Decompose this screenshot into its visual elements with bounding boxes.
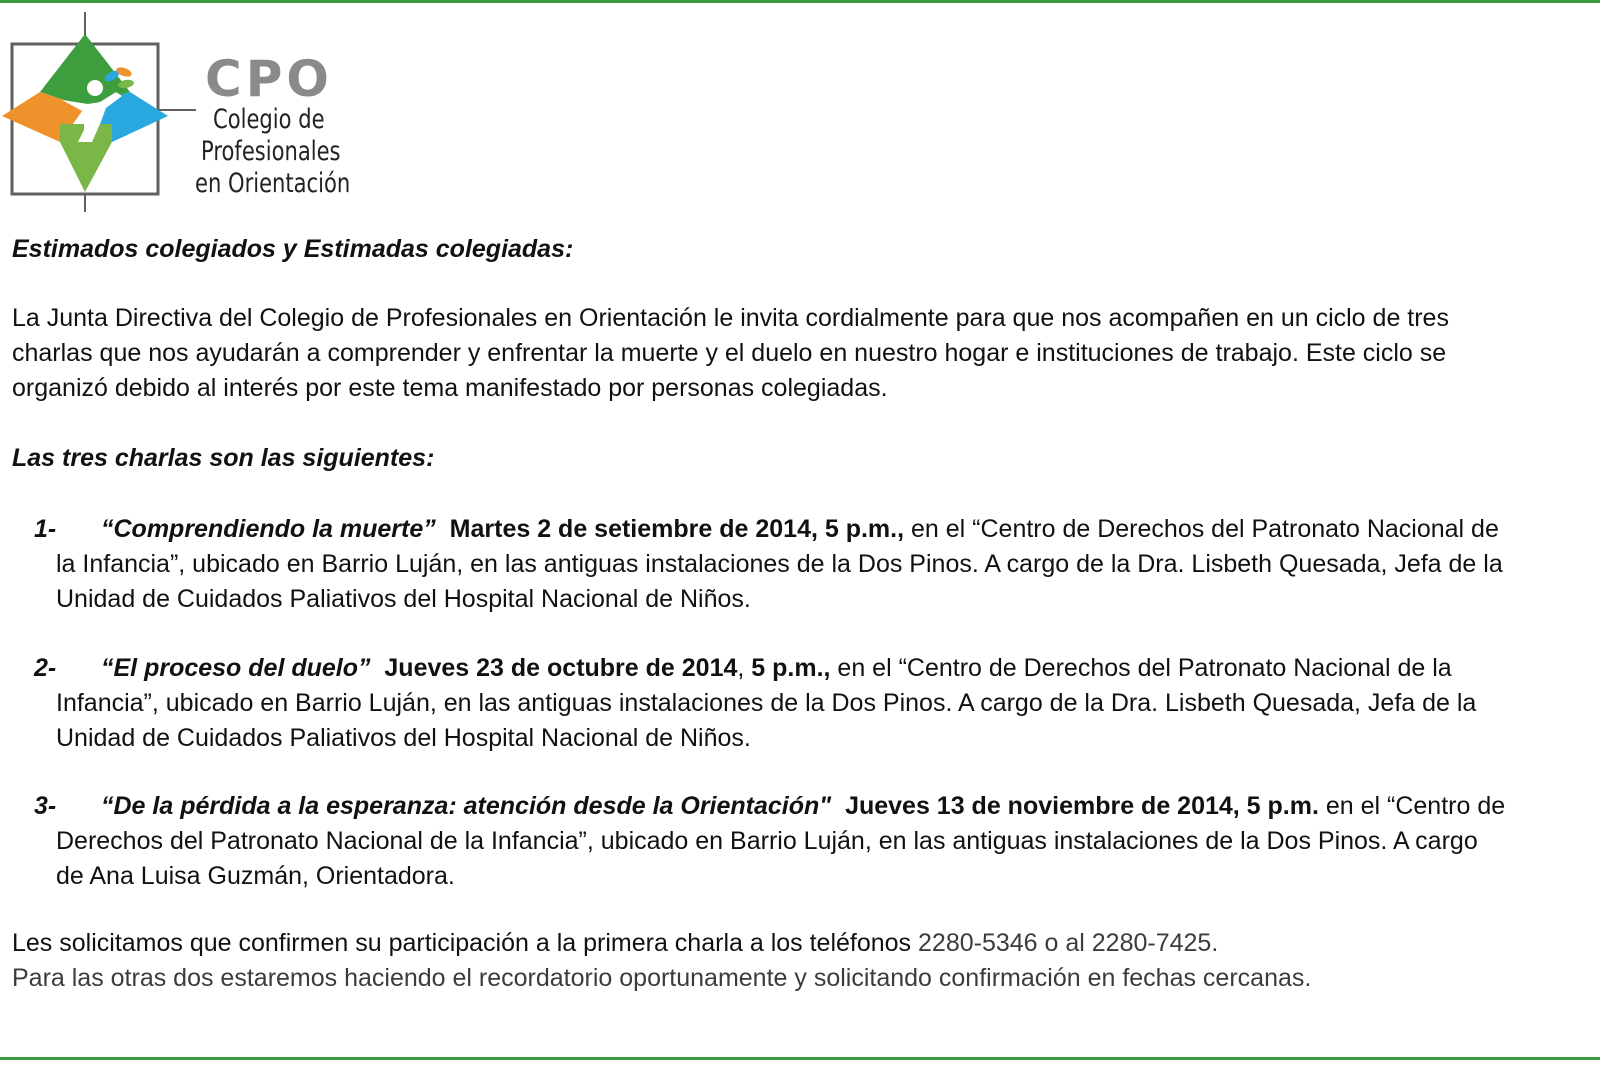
phone-number-2: 2280-7425 [1091,929,1212,957]
greeting: Estimados colegiados y Estimadas colegiadas: [12,235,574,263]
talk-title: “Comprendiendo la muerte” [101,515,436,543]
talk-number: 2- [34,654,57,682]
closing-paragraph [12,926,1311,996]
talk-location: en el “Centro de [1318,792,1506,820]
talk-date: Martes 2 de setiembre de 2014, 5 p.m., [449,515,905,543]
talk-date-separator: , [737,654,752,682]
talk-date: Jueves 13 de noviembre de 2014, 5 p.m. [845,792,1319,820]
talk-line: de Ana Luisa Guzmán, Orientadora. [56,862,455,890]
talk-time: 5 p.m., [751,654,831,682]
talk-item-3 [12,789,1505,894]
closing-period: . [1211,929,1219,957]
logo-line-1: Colegio de [213,104,325,135]
phone-number-1: 2280-5346 [918,929,1038,957]
talk-line: Unidad de Cuidados Paliativos del Hospital Nacional de Niños. [56,724,751,752]
intro-paragraph [12,301,1449,406]
logo-line-3: en Orientación [195,168,351,199]
cpo-logo [0,12,351,217]
intro-line: La Junta Directiva del Colegio de Profesionales en Orientación le invita cordialmente para que nos acompañen en un ciclo de tres [12,304,1449,332]
talk-date: Jueves 23 de octubre de 2014 [384,654,738,682]
talk-item-1 [12,512,1503,617]
talk-location: en el “Centro de Derechos del Patronato Nacional de [904,515,1499,543]
talk-title: “El proceso del duelo” [101,654,371,682]
talk-line: Infancia”, ubicado en Barrio Luján, en las antiguas instalaciones de la Dos Pinos. A cargo de la Dra. Lisbeth Quesada, Jefa de la [56,689,1477,717]
phone-connector: o al [1037,929,1092,957]
cpo-emblem-icon [0,12,200,217]
talk-line: Derechos del Patronato Nacional de la Infancia”, ubicado en Barrio Luján, en las antiguas instalaciones de la Dos Pinos. A cargo [56,827,1478,855]
talk-item-2 [12,651,1476,756]
bottom-rule [0,1057,1600,1060]
intro-line: organizó debido al interés por este tema manifestado por personas colegiadas. [12,374,888,402]
intro-line: charlas que nos ayudarán a comprender y enfrentar la muerte y el duelo en nuestro hogar e instituciones de trabajo. Este ciclo se [12,339,1447,367]
logo-line-2: Profesionales [201,136,341,167]
talk-number: 1- [34,515,57,543]
closing-line-2: Para las otras dos estaremos haciendo el recordatorio oportunamente y solicitando confirmación en fechas cercanas. [12,964,1312,992]
talk-number: 3- [34,792,57,820]
logo-acronym: CPO [205,50,333,108]
talks-subheading: Las tres charlas son las siguientes: [12,444,435,472]
top-rule [0,0,1600,3]
talk-title: “De la pérdida a la esperanza: atención desde la Orientación" [101,792,832,820]
talk-line: la Infancia”, ubicado en Barrio Luján, en las antiguas instalaciones de la Dos Pinos. A cargo de la Dra. Lisbeth Quesada, Jefa de la [56,550,1503,578]
talk-line: Unidad de Cuidados Paliativos del Hospital Nacional de Niños. [56,585,751,613]
closing-text: Les solicitamos que confirmen su participación a la primera charla a los teléfonos [12,929,919,957]
talk-location: en el “Centro de Derechos del Patronato Nacional de la [830,654,1452,682]
